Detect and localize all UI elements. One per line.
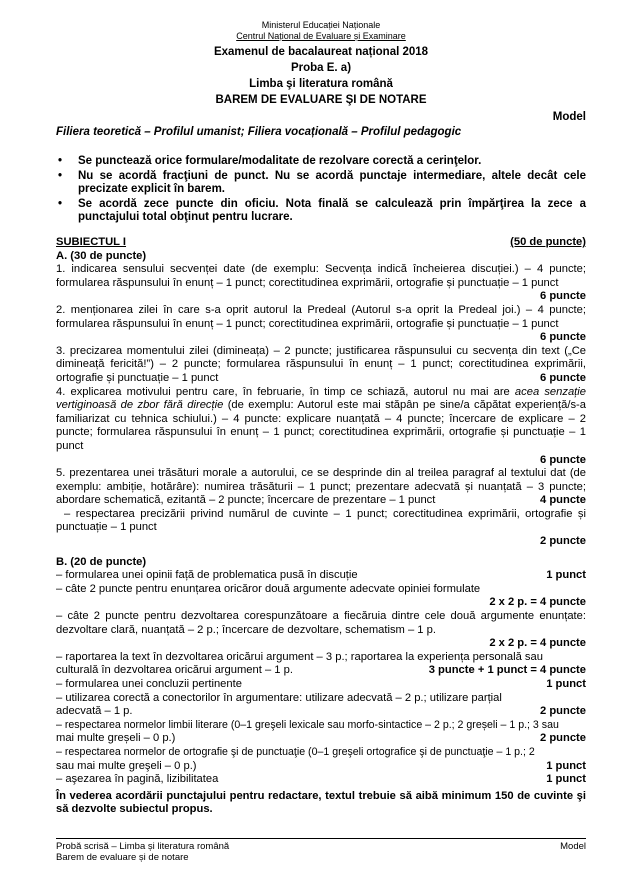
page-footer bbox=[56, 838, 586, 863]
redactare-note: În vederea acordării punctajului pentru redactare, textul trebuie să aibă minimum 150 de cuvinte şi să dezvolte subiectul propus. bbox=[56, 789, 586, 816]
b-item-6 bbox=[56, 705, 586, 719]
footer-model: Model bbox=[560, 841, 586, 852]
item-4-text bbox=[56, 386, 586, 454]
b-item-2-text: – câte 2 puncte pentru enunțarea oricăror două argumente adecvate opiniei formulate bbox=[56, 582, 481, 595]
b-item-6-text: – utilizarea corectă a conectorilor în argumentare: utilizare adecvată – 2 p.; utilizare parțial bbox=[56, 691, 502, 704]
item-5-points-b: 2 puncte bbox=[539, 535, 586, 548]
b-item-7 bbox=[56, 732, 586, 746]
b-item-5-text: – formularea unei concluzii pertinente bbox=[56, 678, 242, 690]
b-item-6-text-b: adecvată – 1 p. bbox=[56, 705, 133, 718]
item-5-body: 5. prezentarea unei trăsături morale a autorului, ce se desprinde din al treilea paragraf al textului dat (de exemplu: ambiție, hotărâre): numirea trăsăturii – 1 punct; prezentare adecvată și nuanțată – 3 puncte; abordare schematică, ezitantă – 2 puncte; încercare de prezentare – 1 punct bbox=[56, 467, 586, 507]
b-item-7-text: – respectarea normelor limbii literare (0–1 greşeli lexicale sau morfo-sintactice – 2 p.; 2 greșeli – 1 p.; 3 sau bbox=[56, 718, 559, 731]
item-4-quote: acea senzație vertiginoasă de zbor fără direcție bbox=[56, 385, 586, 412]
document-page bbox=[56, 0, 586, 891]
model-label: Model bbox=[552, 111, 586, 123]
section-title: SUBIECTUL I bbox=[56, 236, 127, 248]
item-2-text: 2. menționarea zilei în care s-a oprit autorul la Predeal (Autorul s-a oprit la Predeal joi.) – 4 puncte; formularea răspunsului în enunț – 1 punct; corectitudinea exprimării, ortografie și punctuație – 1 punct bbox=[56, 303, 586, 330]
barem-title: BAREM DE EVALUARE ŞI DE NOTARE bbox=[215, 94, 427, 106]
rule-item bbox=[56, 155, 586, 169]
b-item-1 bbox=[56, 569, 586, 583]
b-item-1-points: 1 punct bbox=[546, 569, 586, 582]
item-4-post: (de exemplu: Autorul este mai stăpân pe sine/a căpătat experiență/s-a familiarizat cu tehnica schiului.) – 4 puncte: explicare nuanțată – 4 puncte; încercare de explicare – 2 puncte; formularea răspunsului în enunț – 1 punct; corectitudinea exprimării, ortografie și punctuație – 1 punct bbox=[56, 399, 586, 452]
b-item-5-points: 1 punct bbox=[546, 678, 586, 690]
rule-item bbox=[56, 198, 586, 225]
b-item-1-text: – formularea unei opinii față de problematica pusă în discuție bbox=[56, 569, 358, 582]
b-item-2-points: 2 x 2 p. = 4 puncte bbox=[489, 596, 586, 609]
proba-title: Proba E. a) bbox=[290, 62, 352, 74]
bullet-icon: • bbox=[58, 169, 63, 182]
center-name: Centrul Național de Evaluare și Examinare bbox=[236, 31, 406, 41]
item-5-points-a: 4 puncte bbox=[539, 494, 586, 507]
bullet-icon: • bbox=[58, 155, 63, 167]
b-item-4-points: 3 puncte + 1 punct = 4 puncte bbox=[428, 664, 586, 677]
rule-text: Se acordă zece puncte din oficiu. Nota finală se calculează prin împărţirea la zece a punctajului total obţinut pentru lucrare. bbox=[78, 197, 586, 223]
b-item-7-points: 2 puncte bbox=[539, 732, 586, 745]
item-5-text-b: – respectarea precizării privind numărul de cuvinte – 1 punct; corectitudinea exprimării, ortografie și punctuație – 1 punct bbox=[56, 507, 586, 534]
subject-title: Limba şi literatura română bbox=[249, 78, 393, 90]
rule-text: Nu se acordă fracţiuni de punct. Nu se acordă punctaje intermediare, altele decât cele precizate explicit în barem. bbox=[78, 169, 586, 195]
item-1-text: 1. indicarea sensului secvenței date (de exemplu: Secvența indică încheierea discuției.) – 4 puncte; formularea răspunsului în enunț – 1 punct; corectitudinea exprimării, ortografie și punctuație – 1 punct bbox=[56, 263, 586, 289]
ministry-name: Ministerul Educației Naționale bbox=[261, 20, 381, 30]
b-item-8 bbox=[56, 760, 586, 774]
b-item-4-text: – raportarea la text în dezvoltarea oricărui argument – 3 p.; raportarea la experiența personală sau bbox=[56, 650, 543, 663]
part-b-title: B. (20 de puncte) bbox=[56, 555, 147, 568]
b-item-3-text: – câte 2 puncte pentru dezvoltarea corespunzătoare a fiecăruia dintre cele două argumente enunțate: dezvoltare clară, nuanțată – 2 p.; încercare de dezvoltare, schematism – 1 p. bbox=[56, 610, 586, 636]
b-item-8-text-b: sau mai multe greşeli – 0 p.) bbox=[56, 759, 197, 772]
item-1-points: 6 puncte bbox=[539, 290, 586, 303]
footer-barem: Barem de evaluare și de notare bbox=[56, 852, 189, 863]
section-points: (50 de puncte) bbox=[510, 236, 586, 248]
filiera-line: Filiera teoretică – Profilul umanist; Filiera vocațională – Profilul pedagogic bbox=[56, 126, 462, 138]
b-item-8-text: – respectarea normelor de ortografie şi de punctuaţie (0–1 greşeli ortografice şi de punctuaţie – 1 p.; 2 bbox=[56, 745, 535, 758]
item-5-text bbox=[56, 467, 586, 508]
section-header bbox=[56, 236, 586, 250]
subiect-1 bbox=[56, 236, 586, 817]
b-item-4-text-b: culturală în dezvoltarea oricărui argument – 1 p. bbox=[56, 664, 293, 677]
rule-text: Se punctează orice formulare/modalitate de rezolvare corectă a cerinţelor. bbox=[78, 155, 482, 167]
footer-row-1 bbox=[56, 841, 586, 852]
item-2-points: 6 puncte bbox=[539, 331, 586, 344]
item-4-points: 6 puncte bbox=[539, 453, 586, 466]
b-item-3-points: 2 x 2 p. = 4 puncte bbox=[489, 637, 586, 650]
b-item-9-points: 1 punct bbox=[546, 773, 586, 786]
item-4-pre: 4. explicarea motivului pentru care, în februarie, în timp ce schiază, autorul nu mai are bbox=[56, 385, 515, 398]
item-3-body: 3. precizarea momentului zilei (dimineața) – 2 puncte; justificarea răspunsului cu secvența din text („Ce dimineață fericită!”) – 2 puncte; formularea răspunsului în enunț – 1 punct; corectitudinea exprimării, ortografie și punctuație – 1 punct bbox=[56, 344, 586, 384]
part-a-title: A. (30 de puncte) bbox=[56, 249, 147, 262]
b-item-4 bbox=[56, 664, 586, 678]
b-item-7-text-b: mai multe greșeli – 0 p.) bbox=[56, 732, 176, 745]
exam-title: Examenul de bacalaureat național 2018 bbox=[213, 46, 429, 58]
footer-exam: Probă scrisă – Limba și literatura română bbox=[56, 841, 230, 852]
b-item-5 bbox=[56, 678, 586, 692]
b-item-6-points: 2 puncte bbox=[539, 705, 586, 718]
bullet-icon: • bbox=[58, 197, 63, 210]
rule-item bbox=[56, 170, 586, 197]
item-3-points: 6 puncte bbox=[539, 371, 586, 384]
b-item-8-points: 1 punct bbox=[546, 759, 586, 772]
b-item-9 bbox=[56, 773, 586, 787]
general-rules bbox=[56, 155, 586, 226]
item-3-text bbox=[56, 345, 586, 386]
b-item-9-text: – aşezarea în pagină, lizibilitatea bbox=[56, 773, 219, 786]
